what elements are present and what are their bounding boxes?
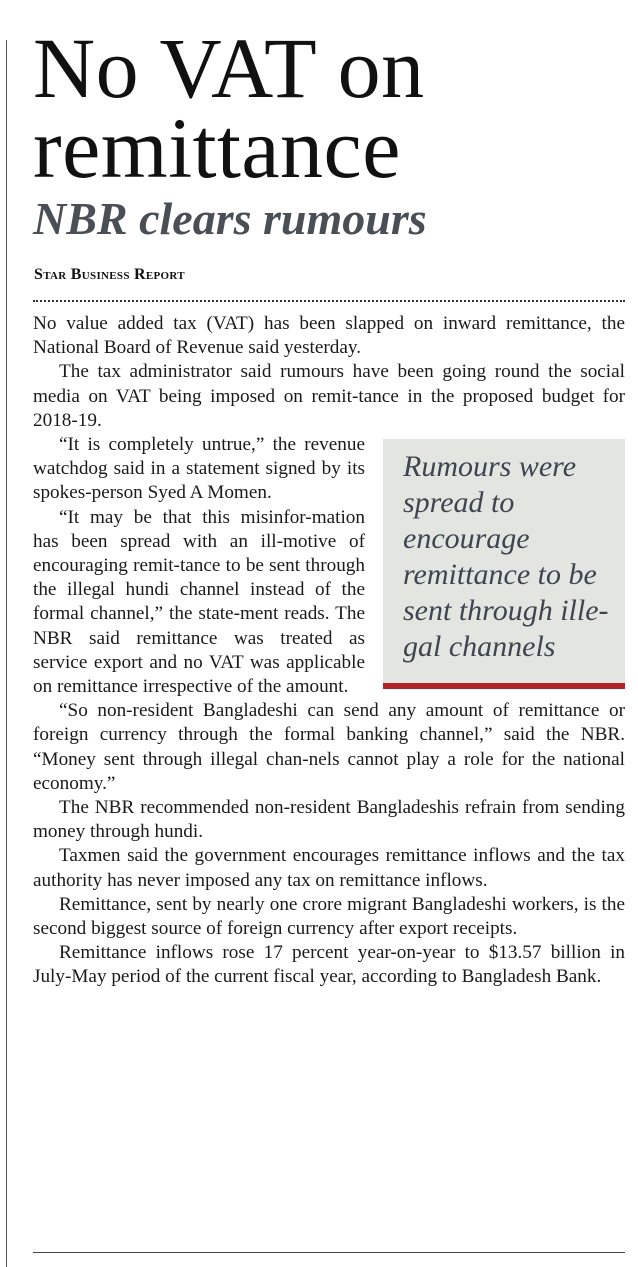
paragraph: No value added tax (VAT) has been slapped on inward remittance, the National Board of Revenue said yesterday.	[33, 313, 625, 359]
paragraph: Taxmen said the government encourages remittance inflows and the tax authority has never imposed any tax on remittance inflows.	[33, 845, 625, 891]
pull-quote-text: Rumours were spread to encourage remittance to be sent through ille-gal channels	[403, 450, 609, 664]
bottom-divider	[33, 1252, 625, 1253]
article-body	[33, 312, 625, 990]
paragraph: Remittance inflows rose 17 percent year-on-year to $13.57 billion in July-May period of the current fiscal year, according to Bangladesh Bank.	[33, 942, 625, 988]
paragraph: “It is completely untrue,” the revenue watchdog said in a statement signed by its spokes-person Syed A Momen.	[33, 434, 365, 504]
article	[33, 20, 625, 990]
headline: No VAT on remittance	[33, 20, 425, 196]
paragraph: “It may be that this misinfor-mation has been spread with an ill-motive of encouraging remit-tance to be sent through the illegal hundi channel instead of the formal channel,” the state-ment reads. The NBR said remittance was treated as service export and no VAT was applicable on remittance irrespective of the amount.	[33, 506, 365, 698]
paragraph: “So non-resident Bangladeshi can send any amount of remittance or foreign currency through the formal banking channel,” said the NBR. “Money sent through illegal chan-nels cannot play a role for the national economy.”	[33, 700, 625, 794]
byline: Star Business Report	[34, 266, 185, 283]
paragraph: Remittance, sent by nearly one crore migrant Bangladeshi workers, is the second biggest source of foreign currency after export receipts.	[33, 893, 625, 940]
paragraph: The NBR recommended non-resident Bangladeshis refrain from sending money through hundi.	[33, 797, 625, 843]
dotted-divider	[33, 300, 625, 302]
subhead: NBR clears rumours	[33, 193, 427, 244]
pull-quote	[383, 439, 625, 689]
pull-quote-accent-bar	[383, 683, 625, 689]
column-rule	[6, 40, 7, 1267]
paragraph: The tax administrator said rumours have been going round the social media on VAT being imposed on remit-tance in the proposed budget for 2018-19.	[33, 361, 625, 431]
